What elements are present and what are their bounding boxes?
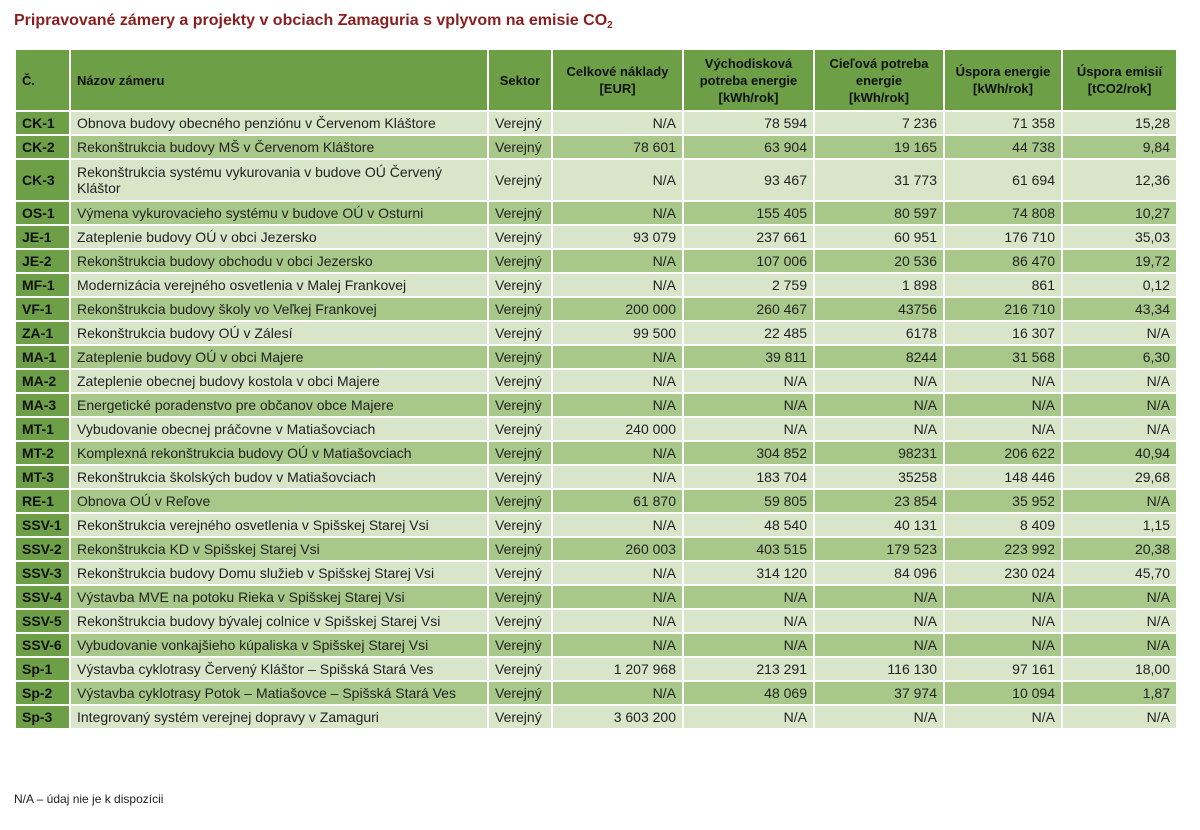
row-cost: 3 603 200: [552, 705, 683, 729]
row-cost: N/A: [552, 201, 683, 225]
row-name: Rekonštrukcia systému vykurovania v budove OÚ Červený Kláštor: [70, 159, 488, 201]
row-code: CK-2: [15, 135, 70, 159]
row-energy-saving: N/A: [944, 417, 1062, 441]
row-target-energy: 40 131: [814, 513, 944, 537]
row-emission-saving: 0,12: [1062, 273, 1177, 297]
row-energy-saving: 861: [944, 273, 1062, 297]
row-sector: Verejný: [488, 249, 552, 273]
row-name: Zateplenie budovy OÚ v obci Majere: [70, 345, 488, 369]
row-energy-saving: 10 094: [944, 681, 1062, 705]
row-sector: Verejný: [488, 681, 552, 705]
row-cost: 99 500: [552, 321, 683, 345]
row-sector: Verejný: [488, 633, 552, 657]
row-code: CK-3: [15, 159, 70, 201]
row-code: SSV-6: [15, 633, 70, 657]
row-name: Integrovaný systém verejnej dopravy v Zamaguri: [70, 705, 488, 729]
row-name: Rekonštrukcia budovy Domu služieb v Spišskej Starej Vsi: [70, 561, 488, 585]
row-code: Sp-1: [15, 657, 70, 681]
row-sector: Verejný: [488, 201, 552, 225]
row-sector: Verejný: [488, 417, 552, 441]
table-row: [15, 369, 1177, 393]
row-emission-saving: N/A: [1062, 609, 1177, 633]
row-name: Rekonštrukcia budovy obchodu v obci Jezersko: [70, 249, 488, 273]
row-base-energy: 78 594: [683, 111, 814, 135]
table-row: [15, 681, 1177, 705]
row-code: SSV-3: [15, 561, 70, 585]
table-row: [15, 111, 1177, 135]
row-cost: N/A: [552, 369, 683, 393]
row-base-energy: 260 467: [683, 297, 814, 321]
row-name: Výmena vykurovacieho systému v budove OÚ v Osturni: [70, 201, 488, 225]
row-sector: Verejný: [488, 657, 552, 681]
row-emission-saving: N/A: [1062, 417, 1177, 441]
row-cost: N/A: [552, 561, 683, 585]
row-base-energy: 48 540: [683, 513, 814, 537]
row-base-energy: 39 811: [683, 345, 814, 369]
row-target-energy: 60 951: [814, 225, 944, 249]
row-energy-saving: 97 161: [944, 657, 1062, 681]
row-base-energy: 2 759: [683, 273, 814, 297]
row-name: Rekonštrukcia budovy OÚ v Zálesí: [70, 321, 488, 345]
row-target-energy: N/A: [814, 609, 944, 633]
row-base-energy: 63 904: [683, 135, 814, 159]
row-energy-saving: 8 409: [944, 513, 1062, 537]
row-code: MT-2: [15, 441, 70, 465]
table-row: [15, 321, 1177, 345]
row-target-energy: 31 773: [814, 159, 944, 201]
row-name: Vybudovanie vonkajšieho kúpaliska v Spišskej Starej Vsi: [70, 633, 488, 657]
row-target-energy: 43756: [814, 297, 944, 321]
row-emission-saving: 6,30: [1062, 345, 1177, 369]
row-emission-saving: 18,00: [1062, 657, 1177, 681]
row-sector: Verejný: [488, 225, 552, 249]
row-base-energy: N/A: [683, 585, 814, 609]
row-code: SSV-1: [15, 513, 70, 537]
row-code: SSV-5: [15, 609, 70, 633]
row-name: Rekonštrukcia verejného osvetlenia v Spišskej Starej Vsi: [70, 513, 488, 537]
row-name: Modernizácia verejného osvetlenia v Malej Frankovej: [70, 273, 488, 297]
row-target-energy: 116 130: [814, 657, 944, 681]
row-code: CK-1: [15, 111, 70, 135]
row-target-energy: 23 854: [814, 489, 944, 513]
row-base-energy: N/A: [683, 633, 814, 657]
row-target-energy: 20 536: [814, 249, 944, 273]
row-emission-saving: 19,72: [1062, 249, 1177, 273]
row-base-energy: 93 467: [683, 159, 814, 201]
row-name: Komplexná rekonštrukcia budovy OÚ v Matiašovciach: [70, 441, 488, 465]
row-base-energy: N/A: [683, 609, 814, 633]
row-code: JE-2: [15, 249, 70, 273]
table-row: [15, 393, 1177, 417]
row-code: SSV-2: [15, 537, 70, 561]
table-row: [15, 273, 1177, 297]
row-emission-saving: 43,34: [1062, 297, 1177, 321]
row-cost: N/A: [552, 393, 683, 417]
row-name: Rekonštrukcia KD v Spišskej Starej Vsi: [70, 537, 488, 561]
row-emission-saving: N/A: [1062, 585, 1177, 609]
row-sector: Verejný: [488, 297, 552, 321]
row-base-energy: N/A: [683, 393, 814, 417]
row-emission-saving: 29,68: [1062, 465, 1177, 489]
row-target-energy: 7 236: [814, 111, 944, 135]
row-energy-saving: 216 710: [944, 297, 1062, 321]
row-cost: N/A: [552, 681, 683, 705]
row-target-energy: 1 898: [814, 273, 944, 297]
row-target-energy: 37 974: [814, 681, 944, 705]
row-target-energy: N/A: [814, 369, 944, 393]
row-energy-saving: N/A: [944, 369, 1062, 393]
row-name: Rekonštrukcia budovy MŠ v Červenom Kláštore: [70, 135, 488, 159]
col-header-sector: Sektor: [488, 49, 552, 111]
col-header-cost: Celkové náklady [EUR]: [552, 49, 683, 111]
row-energy-saving: 31 568: [944, 345, 1062, 369]
row-target-energy: 35258: [814, 465, 944, 489]
col-header-code: Č.: [15, 49, 70, 111]
row-cost: 61 870: [552, 489, 683, 513]
col-header-emission-saving: Úspora emisií [tCO2/rok]: [1062, 49, 1177, 111]
row-base-energy: N/A: [683, 705, 814, 729]
row-sector: Verejný: [488, 537, 552, 561]
table-row: [15, 159, 1177, 201]
table-header-row: [15, 49, 1177, 111]
row-sector: Verejný: [488, 513, 552, 537]
row-target-energy: 98231: [814, 441, 944, 465]
row-energy-saving: N/A: [944, 585, 1062, 609]
row-cost: N/A: [552, 465, 683, 489]
row-cost: N/A: [552, 273, 683, 297]
row-target-energy: 6178: [814, 321, 944, 345]
row-emission-saving: 1,15: [1062, 513, 1177, 537]
row-energy-saving: 71 358: [944, 111, 1062, 135]
row-target-energy: N/A: [814, 705, 944, 729]
table-row: [15, 585, 1177, 609]
table-row: [15, 345, 1177, 369]
row-code: ZA-1: [15, 321, 70, 345]
row-base-energy: 22 485: [683, 321, 814, 345]
row-energy-saving: 206 622: [944, 441, 1062, 465]
table-row: [15, 561, 1177, 585]
row-energy-saving: 230 024: [944, 561, 1062, 585]
row-base-energy: 107 006: [683, 249, 814, 273]
row-sector: Verejný: [488, 393, 552, 417]
row-sector: Verejný: [488, 273, 552, 297]
row-base-energy: 314 120: [683, 561, 814, 585]
row-base-energy: 237 661: [683, 225, 814, 249]
row-sector: Verejný: [488, 561, 552, 585]
row-base-energy: 304 852: [683, 441, 814, 465]
row-cost: N/A: [552, 111, 683, 135]
row-code: OS-1: [15, 201, 70, 225]
row-code: Sp-3: [15, 705, 70, 729]
row-energy-saving: 44 738: [944, 135, 1062, 159]
row-target-energy: N/A: [814, 585, 944, 609]
row-sector: Verejný: [488, 369, 552, 393]
row-name: Energetické poradenstvo pre občanov obce Majere: [70, 393, 488, 417]
row-emission-saving: 1,87: [1062, 681, 1177, 705]
row-name: Zateplenie budovy OÚ v obci Jezersko: [70, 225, 488, 249]
row-code: VF-1: [15, 297, 70, 321]
row-code: MA-1: [15, 345, 70, 369]
row-name: Zateplenie obecnej budovy kostola v obci Majere: [70, 369, 488, 393]
row-code: RE-1: [15, 489, 70, 513]
row-base-energy: 403 515: [683, 537, 814, 561]
row-emission-saving: 10,27: [1062, 201, 1177, 225]
row-base-energy: N/A: [683, 369, 814, 393]
row-energy-saving: 223 992: [944, 537, 1062, 561]
table-row: [15, 201, 1177, 225]
row-sector: Verejný: [488, 585, 552, 609]
row-cost: 240 000: [552, 417, 683, 441]
table-row: [15, 417, 1177, 441]
row-emission-saving: N/A: [1062, 705, 1177, 729]
row-sector: Verejný: [488, 345, 552, 369]
table-row: [15, 249, 1177, 273]
row-cost: N/A: [552, 513, 683, 537]
row-target-energy: 80 597: [814, 201, 944, 225]
table-body: [15, 111, 1177, 729]
table-row: [15, 537, 1177, 561]
row-sector: Verejný: [488, 159, 552, 201]
col-header-energy-saving: Úspora energie [kWh/rok]: [944, 49, 1062, 111]
row-target-energy: 8244: [814, 345, 944, 369]
row-sector: Verejný: [488, 465, 552, 489]
table-row: [15, 609, 1177, 633]
row-name: Obnova OÚ v Reľove: [70, 489, 488, 513]
row-sector: Verejný: [488, 321, 552, 345]
row-code: JE-1: [15, 225, 70, 249]
table-title: Pripravované zámery a projekty v obciach Zamaguria s vplyvom na emisie $CO_2$: [14, 12, 613, 31]
col-header-target-energy: Cieľová potreba energie [kWh/rok]: [814, 49, 944, 111]
table-row: [15, 633, 1177, 657]
row-cost: N/A: [552, 441, 683, 465]
row-name: Vybudovanie obecnej práčovne v Matiašovciach: [70, 417, 488, 441]
row-cost: N/A: [552, 633, 683, 657]
row-name: Výstavba cyklotrasy Červený Kláštor – Spišská Stará Ves: [70, 657, 488, 681]
row-target-energy: N/A: [814, 393, 944, 417]
table-row: [15, 465, 1177, 489]
row-emission-saving: N/A: [1062, 489, 1177, 513]
row-energy-saving: N/A: [944, 633, 1062, 657]
row-cost: 200 000: [552, 297, 683, 321]
row-base-energy: N/A: [683, 417, 814, 441]
table-row: [15, 489, 1177, 513]
row-name: Obnova budovy obecného penziónu v Červenom Kláštore: [70, 111, 488, 135]
row-emission-saving: 12,36: [1062, 159, 1177, 201]
row-base-energy: 155 405: [683, 201, 814, 225]
row-target-energy: 84 096: [814, 561, 944, 585]
row-sector: Verejný: [488, 135, 552, 159]
col-header-name: Názov zámeru: [70, 49, 488, 111]
row-emission-saving: 20,38: [1062, 537, 1177, 561]
row-code: SSV-4: [15, 585, 70, 609]
row-name: Výstavba cyklotrasy Potok – Matiašovce – Spišská Stará Ves: [70, 681, 488, 705]
footnote: N/A – údaj nie je k dispozícii: [14, 792, 164, 806]
row-base-energy: 183 704: [683, 465, 814, 489]
row-code: MA-2: [15, 369, 70, 393]
row-emission-saving: 35,03: [1062, 225, 1177, 249]
row-code: MF-1: [15, 273, 70, 297]
row-emission-saving: N/A: [1062, 393, 1177, 417]
row-sector: Verejný: [488, 111, 552, 135]
row-emission-saving: 45,70: [1062, 561, 1177, 585]
row-sector: Verejný: [488, 489, 552, 513]
row-energy-saving: 176 710: [944, 225, 1062, 249]
row-cost: 78 601: [552, 135, 683, 159]
row-energy-saving: 74 808: [944, 201, 1062, 225]
row-target-energy: N/A: [814, 417, 944, 441]
row-emission-saving: N/A: [1062, 633, 1177, 657]
row-cost: N/A: [552, 159, 683, 201]
row-energy-saving: N/A: [944, 609, 1062, 633]
row-cost: 260 003: [552, 537, 683, 561]
projects-table: [14, 48, 1178, 730]
row-emission-saving: N/A: [1062, 369, 1177, 393]
row-sector: Verejný: [488, 705, 552, 729]
row-name: Výstavba MVE na potoku Rieka v Spišskej Starej Vsi: [70, 585, 488, 609]
row-emission-saving: 15,28: [1062, 111, 1177, 135]
row-cost: N/A: [552, 249, 683, 273]
row-target-energy: 19 165: [814, 135, 944, 159]
row-code: MT-3: [15, 465, 70, 489]
row-name: Rekonštrukcia budovy bývalej colnice v Spišskej Starej Vsi: [70, 609, 488, 633]
table-row: [15, 513, 1177, 537]
row-energy-saving: 86 470: [944, 249, 1062, 273]
row-sector: Verejný: [488, 441, 552, 465]
row-code: MA-3: [15, 393, 70, 417]
row-base-energy: 59 805: [683, 489, 814, 513]
row-energy-saving: 35 952: [944, 489, 1062, 513]
row-cost: N/A: [552, 609, 683, 633]
row-target-energy: 179 523: [814, 537, 944, 561]
row-cost: N/A: [552, 585, 683, 609]
title-subscript: 2: [607, 20, 613, 31]
col-header-base-energy: Východisková potreba energie [kWh/rok]: [683, 49, 814, 111]
row-code: MT-1: [15, 417, 70, 441]
row-name: Rekonštrukcia budovy školy vo Veľkej Frankovej: [70, 297, 488, 321]
row-cost: 93 079: [552, 225, 683, 249]
row-energy-saving: 61 694: [944, 159, 1062, 201]
row-base-energy: 213 291: [683, 657, 814, 681]
row-cost: 1 207 968: [552, 657, 683, 681]
table-row: [15, 297, 1177, 321]
row-emission-saving: 9,84: [1062, 135, 1177, 159]
table-row: [15, 441, 1177, 465]
row-energy-saving: 148 446: [944, 465, 1062, 489]
row-sector: Verejný: [488, 609, 552, 633]
row-energy-saving: 16 307: [944, 321, 1062, 345]
row-target-energy: N/A: [814, 633, 944, 657]
row-energy-saving: N/A: [944, 393, 1062, 417]
row-energy-saving: N/A: [944, 705, 1062, 729]
table-row: [15, 225, 1177, 249]
row-code: Sp-2: [15, 681, 70, 705]
row-base-energy: 48 069: [683, 681, 814, 705]
table-row: [15, 705, 1177, 729]
row-name: Rekonštrukcia školských budov v Matiašovciach: [70, 465, 488, 489]
row-cost: N/A: [552, 345, 683, 369]
table-row: [15, 657, 1177, 681]
table-row: [15, 135, 1177, 159]
row-emission-saving: 40,94: [1062, 441, 1177, 465]
row-emission-saving: N/A: [1062, 321, 1177, 345]
